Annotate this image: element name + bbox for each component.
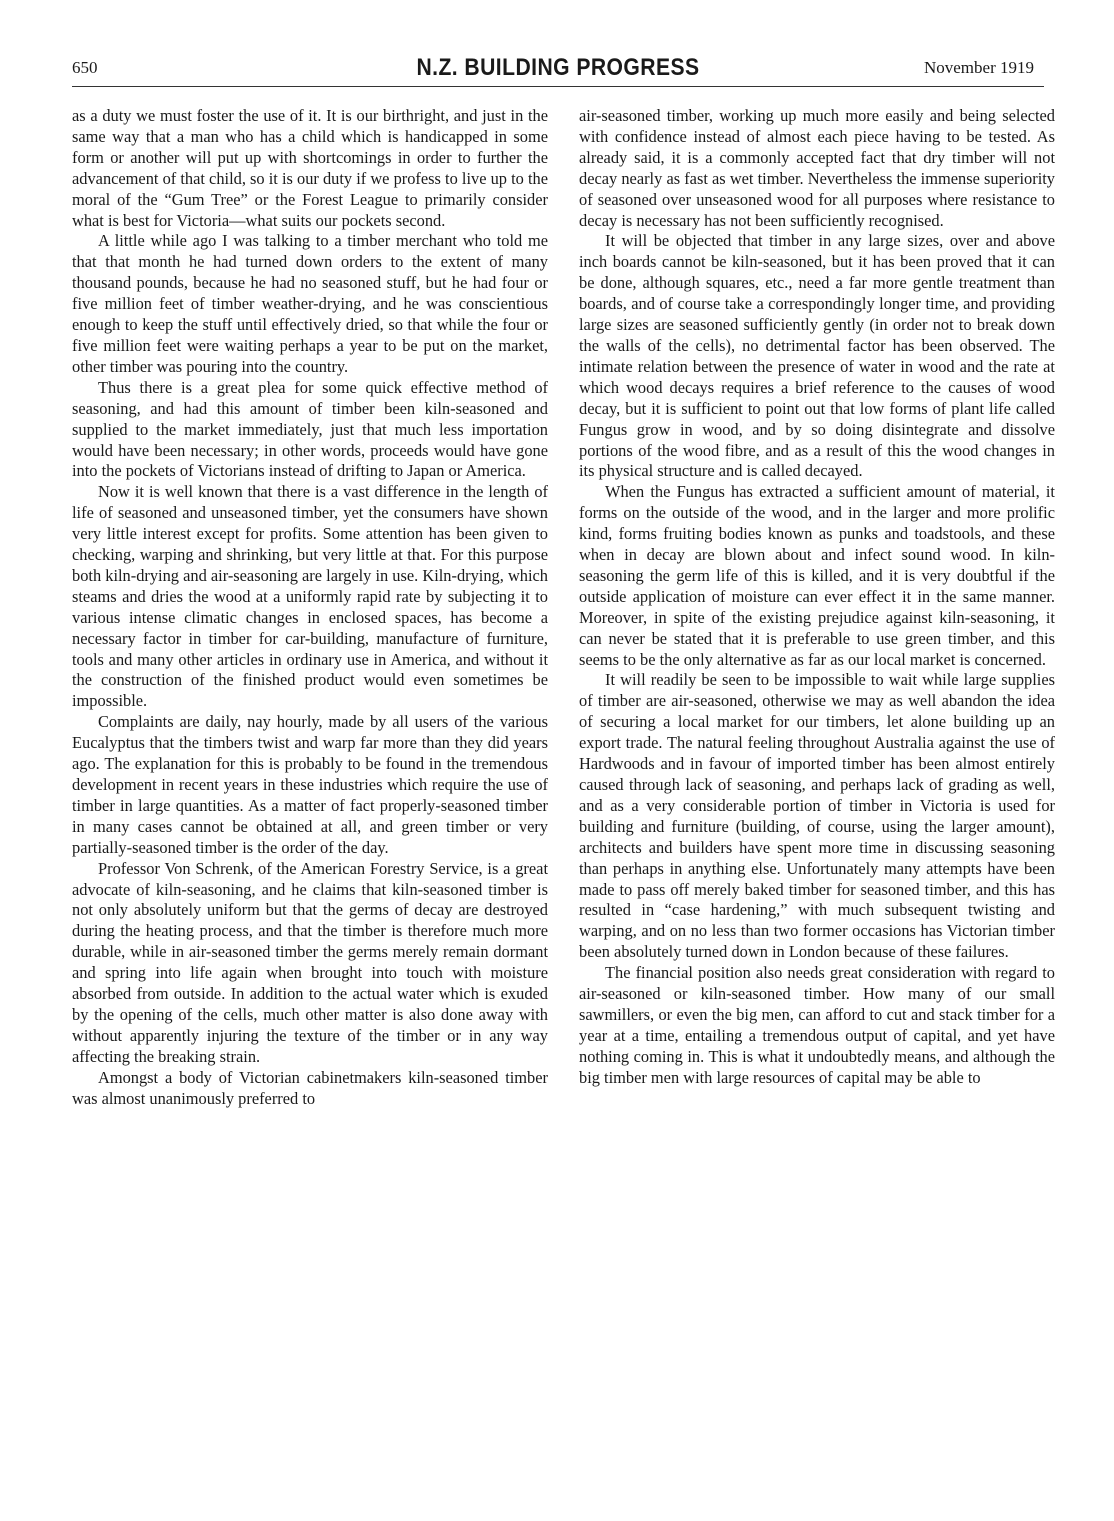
paragraph: It will readily be seen to be impossible to wait while large supplies of timber are air-seasoned, otherwise we may as well abandon the idea of securing a local market for our timbers, let alone building up an export trade. The natural feeling throughout Australia against the use of Hardwoods and in favour of imported timber has been almost entirely caused through lack of seasoning, and perhaps lack of grading as well, and as a very considerable portion of timber in Victoria is used for building and furniture (building, of course, using the larger amount), architects and builders have spent more time in discussing seasoning than perhaps in anything else. Unfortunately many attempts have been made to pass off merely baked timber for seasoned timber, and this has resulted in “case hardening,” with much subsequent twisting and warping, and on no less than two former occasions has Victorian timber been absolutely turned down in London because of these failures.	[579, 670, 1055, 962]
paragraph: Complaints are daily, nay hourly, made by all users of the various Eucalyptus that the timbers twist and warp far more than they did years ago. The explanation for this is probably to be found in the tremendous development in recent years in these industries which require the use of timber in large quantities. As a matter of fact properly-seasoned timber in many cases cannot be obtained at all, and green timber or very partially-seasoned timber is the order of the day.	[72, 712, 548, 857]
issue-date: November 1919	[923, 58, 1034, 77]
article-column-left	[72, 106, 548, 1110]
paragraph: Now it is well known that there is a vast difference in the length of life of seasoned and unseasoned timber, yet the consumers have shown very little interest except for profits. Some attention has been given to checking, warping and shrinking, but very little at that. For this purpose both kiln-drying and air-seasoning are largely in use. Kiln-drying, which steams and dries the wood at a uniformly rapid rate by subjecting it to various intense climatic changes in enclosed spaces, has become a necessary factor in timber for car-building, manufacture of furniture, tools and many other articles in ordinary use in America, and without it the construction of the finished product would even sometimes be impossible.	[72, 482, 548, 711]
page-header	[72, 54, 1044, 87]
article-column-right	[579, 106, 1055, 1089]
paragraph: air-seasoned timber, working up much more easily and being selected with confidence instead of almost each piece having to be tested. As already said, it is a commonly accepted fact that dry timber will not decay nearly as fast as wet timber. Nevertheless the immense superiority of seasoned over unseasoned wood for all purposes where resistance to decay is necessary has not been sufficiently recognised.	[579, 106, 1055, 230]
paragraph: It will be objected that timber in any large sizes, over and above inch boards cannot be kiln-seasoned, but it has been proved that it can be done, although squares, etc., need a far more gentle treatment than boards, and of course take a correspondingly longer time, and providing large sizes are seasoned sufficiently gently (in order not to break down the walls of the cells), no detrimental factor has been observed. The intimate relation between the presence of water in wood and the rate at which wood decays requires a brief reference to the causes of wood decay, but it is sufficient to point out that low forms of plant life called Fungus grow in wood, and by so doing disintegrate and dissolve portions of the wood fibre, and as a result of this the wood changes in its physical structure and is called decayed.	[579, 231, 1055, 481]
paragraph: Professor Von Schrenk, of the American Forestry Service, is a great advocate of kiln-seasoning, and he claims that kiln-seasoned timber is not only absolutely uniform but that the germs of decay are destroyed during the heating process, and that the timber is therefore much more durable, while in air-seasoned timber the germs merely remain dormant and spring into life again when brought into touch with moisture absorbed from outside. In addition to the actual water which is exuded by the opening of the cells, much other matter is also done away with without apparently injuring the texture of the timber or in any way affecting the breaking strain.	[72, 858, 548, 1066]
paragraph: Amongst a body of Victorian cabinetmakers kiln-seasoned timber was almost unanimously preferred to	[72, 1067, 548, 1108]
publication-title: N.Z. BUILDING PROGRESS	[416, 54, 700, 81]
paragraph: The financial position also needs great consideration with regard to air-seasoned or kiln-seasoned timber. How many of our small sawmillers, or even the big men, can afford to cut and stack timber for a year at a time, entailing a tremendous output of capital, and yet have nothing coming in. This is what it undoubtedly means, and although the big timber men with large resources of capital may be able to	[579, 963, 1055, 1087]
paragraph: as a duty we must foster the use of it. It is our birthright, and just in the same way that a man who has a child which is handicapped in some form or another will put up with shortcomings in order to further the advancement of that child, so it is our duty if we profess to live up to the moral of the “Gum Tree” or the Forest League to primarily consider what is best for Victoria—what suits our pockets second.	[72, 106, 548, 230]
paragraph: A little while ago I was talking to a timber merchant who told me that that month he had turned down orders to the extent of many thousand pounds, because he had no seasoned stuff, but he had four or five million feet of timber weather-drying, and he was conscientious enough to keep the stuff until effectively dried, so that while the four or five million feet were waiting perhaps a year to be put on the market, other timber was pouring into the country.	[72, 231, 548, 376]
paragraph: Thus there is a great plea for some quick effective method of seasoning, and had this amount of timber been kiln-seasoned and supplied to the market immediately, just that much less importation would have been necessary; in other words, proceeds would have gone into the pockets of Victorians instead of drifting to Japan or America.	[72, 377, 548, 481]
page-number: 650	[72, 58, 98, 77]
paragraph: When the Fungus has extracted a sufficient amount of material, it forms on the outside of the wood, and in the larger and more prolific kind, forms fruiting bodies known as punks and toadstools, and these when in decay are blown about and infect sound wood. In kiln-seasoning the germ life of this is killed, and it is very doubtful if the outside application of moisture can ever effect it in the same manner. Moreover, in spite of the existing prejudice against kiln-seasoning, it can never be stated that it is preferable to use green timber, and this seems to be the only alternative as far as our local market is concerned.	[579, 482, 1055, 669]
